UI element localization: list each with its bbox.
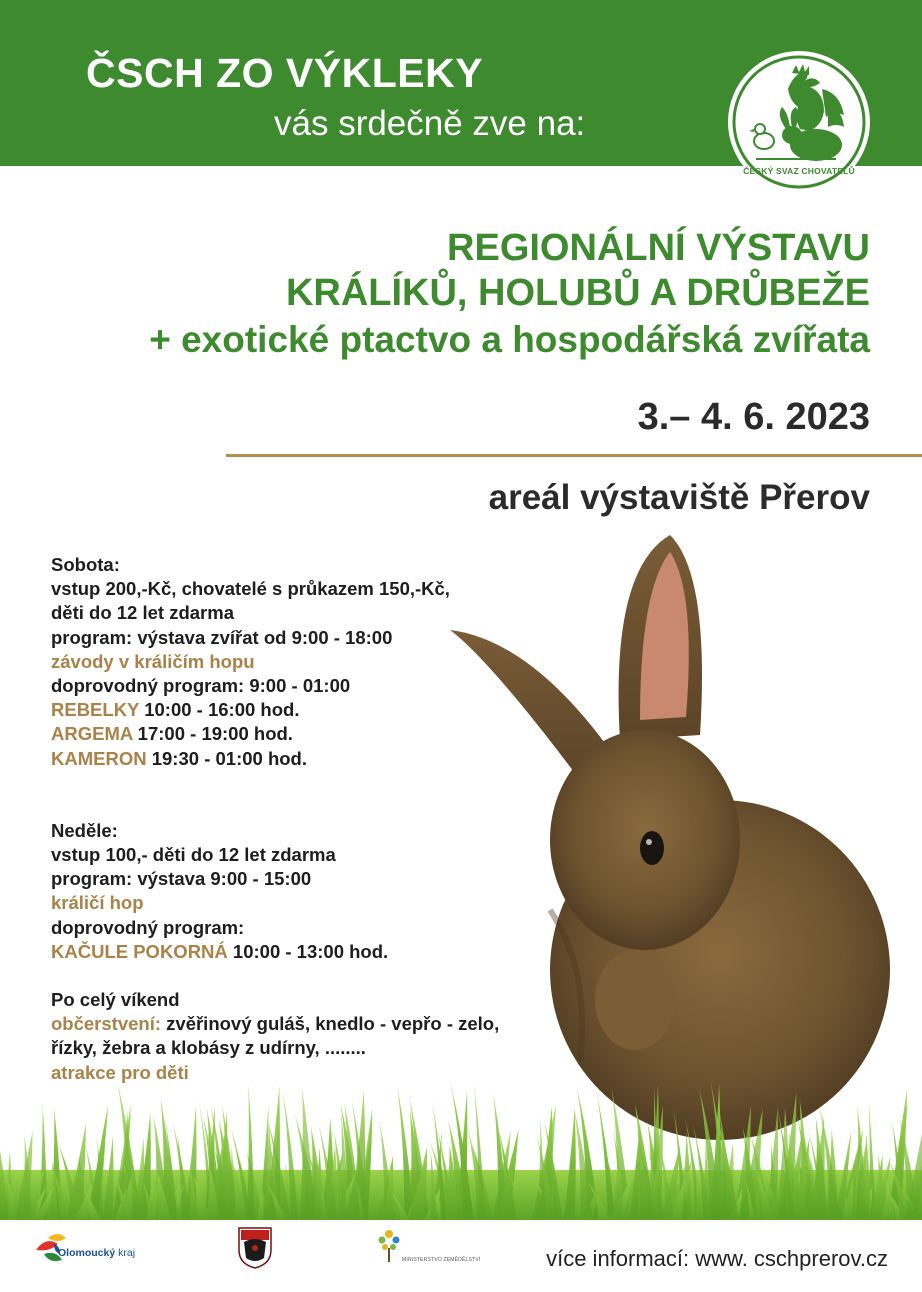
ministry-agriculture-logo xyxy=(374,1226,404,1266)
act-time: 10:00 - 13:00 hod. xyxy=(227,940,389,962)
weekend-food xyxy=(51,1012,591,1036)
act-name: KAMERON xyxy=(51,747,147,769)
sunday-act xyxy=(51,940,591,964)
headline-line-1: REGIONÁLNÍ VÝSTAVU xyxy=(447,227,870,269)
event-date: 3.– 4. 6. 2023 xyxy=(637,396,870,438)
food-text: zvěřinový guláš, knedlo - vepřo - zelo, xyxy=(161,1013,500,1035)
act-name: REBELKY xyxy=(51,699,140,721)
sunday-title: Neděle: xyxy=(51,819,118,841)
organizer-name: ČSCH ZO VÝKLEKY xyxy=(86,50,484,96)
event-headline xyxy=(149,226,870,364)
headline-line-2: KRÁLÍKŮ, HOLUBŮ A DRŮBEŽE xyxy=(285,272,870,314)
olomouc-region-label xyxy=(58,1247,135,1259)
invitation-text: vás srdečně zve na: xyxy=(274,104,586,143)
saturday-act xyxy=(51,722,591,746)
logo-caption: ČESKÝ SVAZ CHOVATELŮ xyxy=(743,166,855,176)
saturday-entry: vstup 200,-Kč, chovatelé s průkazem 150,-Kč, xyxy=(51,578,450,600)
olomouc-thin: kraj xyxy=(115,1247,136,1259)
olomouc-bold: Olomoucký xyxy=(58,1247,116,1259)
spacer xyxy=(51,964,591,988)
program-schedule xyxy=(51,553,591,1085)
sunday-entry: vstup 100,- děti do 12 let zdarma xyxy=(51,844,336,866)
headline-line-3: + exotické ptactvo a hospodářská zvířata xyxy=(149,319,870,360)
spacer xyxy=(51,771,591,795)
saturday-act xyxy=(51,747,591,771)
grass-blade xyxy=(299,1088,314,1230)
weekend-food-more: řízky, žebra a klobásy z udírny, ........ xyxy=(51,1037,366,1059)
prerov-crest-icon xyxy=(236,1224,274,1270)
saturday-side-program: doprovodný program: 9:00 - 01:00 xyxy=(51,675,351,697)
saturday-program: program: výstava zvířat od 9:00 - 18:00 xyxy=(51,626,393,648)
gold-divider xyxy=(226,454,922,457)
act-time: 17:00 - 19:00 hod. xyxy=(132,723,293,745)
grass-illustration xyxy=(0,1060,922,1230)
sunday-side-program: doprovodný program: xyxy=(51,916,245,938)
saturday-title: Sobota: xyxy=(51,554,120,575)
saturday-act xyxy=(51,698,591,722)
more-info-link[interactable]: více informací: www. cschprerov.cz xyxy=(546,1246,888,1271)
saturday-entry-kids: děti do 12 let zdarma xyxy=(51,602,234,624)
act-time: 19:30 - 01:00 hod. xyxy=(146,747,307,769)
act-name: KAČULE POKORNÁ xyxy=(51,940,228,962)
saturday-race: závody v králičím hopu xyxy=(51,650,255,672)
sunday-program: program: výstava 9:00 - 15:00 xyxy=(51,868,312,890)
spacer xyxy=(51,795,591,819)
ministry-label: MINISTERSTVO ZEMĚDĚLSTVÍ xyxy=(402,1257,481,1263)
act-name: ARGEMA xyxy=(51,723,133,745)
sunday-race: králičí hop xyxy=(51,892,144,914)
weekend-title: Po celý víkend xyxy=(51,989,180,1011)
act-time: 10:00 - 16:00 hod. xyxy=(139,699,300,721)
food-label: občerstvení: xyxy=(51,1013,162,1035)
event-venue: areál výstaviště Přerov xyxy=(488,478,870,517)
kids-attractions: atrakce pro děti xyxy=(51,1061,189,1083)
